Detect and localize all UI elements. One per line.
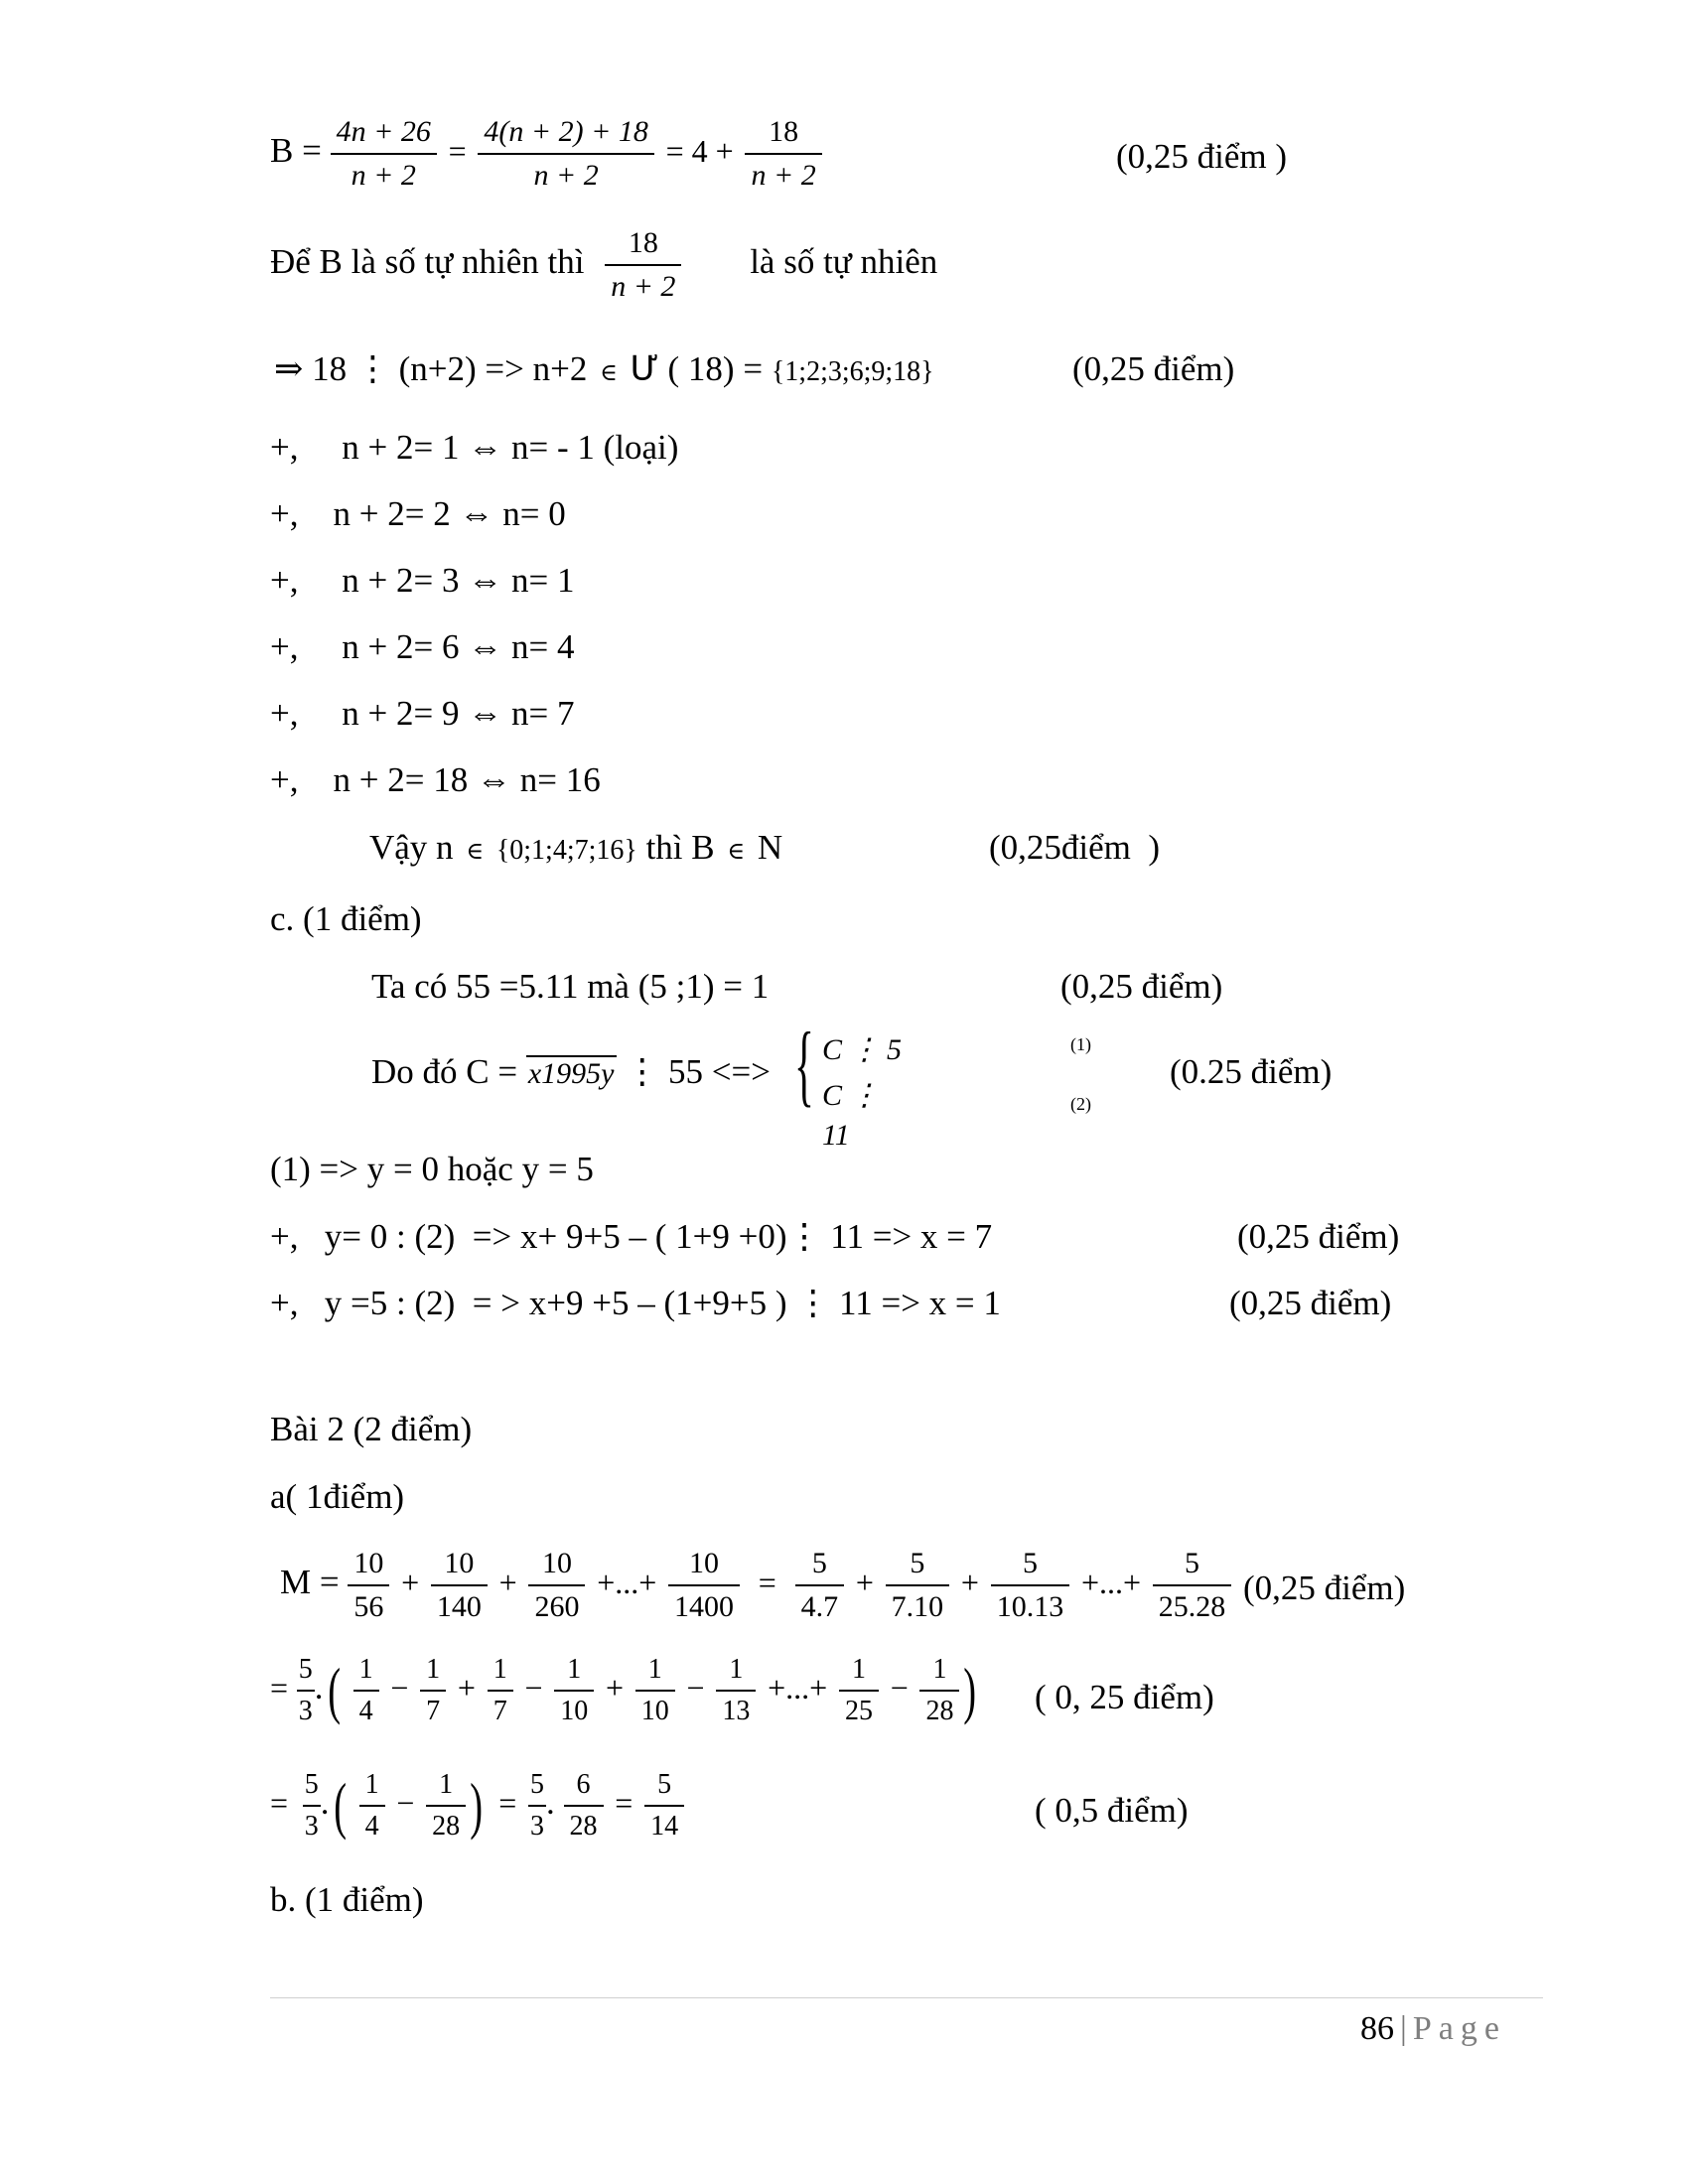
condition-text: Để B là số tự nhiên thì: [270, 242, 585, 282]
points-conclusion: (0,25điểm ): [989, 828, 1161, 867]
equals-sign: =: [758, 1565, 776, 1601]
numerator: 18: [745, 117, 821, 155]
denominator: 14: [650, 1811, 679, 1842]
minus-sign: −: [524, 1670, 543, 1706]
minus-sign: −: [890, 1670, 909, 1706]
section-heading-c: c. (1 điểm): [270, 899, 422, 938]
b-label: B =: [270, 131, 322, 171]
denominator: n + 2: [351, 159, 416, 192]
right-paren: ): [470, 1770, 484, 1841]
numerator: 1: [554, 1656, 594, 1692]
fraction: [359, 1771, 385, 1841]
denominator: 7.10: [891, 1590, 944, 1623]
dot: .: [320, 1783, 330, 1823]
numerator: 5: [1153, 1549, 1232, 1586]
denominator: 4.7: [800, 1590, 839, 1623]
numerator: 1: [426, 1771, 466, 1807]
plus-sign: +: [401, 1565, 420, 1601]
plus-sign: +: [498, 1565, 517, 1601]
fraction: [528, 1771, 546, 1841]
numerator: 1: [716, 1656, 756, 1692]
system-row-1: C ⋮ 5: [822, 1033, 903, 1066]
fraction: [303, 1771, 321, 1841]
page-word: Page: [1412, 2010, 1506, 2047]
numerator: 6: [564, 1771, 604, 1807]
natural-condition: [270, 228, 937, 302]
fraction: [353, 1656, 379, 1725]
fraction: [426, 1771, 466, 1841]
denominator: n + 2: [751, 159, 816, 192]
equals-sign: =: [498, 1785, 517, 1822]
case-line: +, n + 2= 2 ⇔ n= 0: [270, 494, 566, 533]
numerator: 1: [353, 1656, 379, 1692]
denominator: 10: [560, 1696, 589, 1726]
denominator: 28: [569, 1811, 598, 1842]
points-y5: (0,25 điểm): [1229, 1284, 1392, 1322]
ellipsis-plus: +...+: [597, 1565, 657, 1601]
denominator: 25: [844, 1696, 873, 1726]
fraction: [554, 1656, 594, 1725]
page-footer: [1360, 2007, 1506, 2051]
system-row-2: C ⋮ 11: [822, 1079, 880, 1152]
case-line: +, n + 2= 18 ⇔ n= 16: [270, 760, 601, 799]
points-divisibility: (0,25 điểm): [1072, 349, 1235, 388]
dot: .: [314, 1668, 324, 1707]
ellipsis-plus: +...+: [1080, 1565, 1142, 1601]
m-expression: [280, 1549, 1231, 1622]
divisor-set: {1;2;3;6;9;18}: [771, 356, 934, 387]
telescoping-row-1: [270, 1656, 981, 1725]
b-expression: [270, 117, 822, 191]
case-line: +, n + 2= 3 ⇔ n= 1: [270, 561, 575, 600]
fraction: [886, 1549, 950, 1622]
fraction: [431, 1549, 488, 1622]
equals-sign: =: [270, 1785, 289, 1822]
natural-numbers: N: [757, 828, 783, 867]
label-1: (1): [1070, 1034, 1091, 1054]
numerator: 18: [605, 228, 681, 266]
dodo-text-2: ⋮ 55 <=>: [625, 1052, 771, 1091]
plus-sign: +: [606, 1670, 625, 1706]
conclusion-text-2: thì B: [645, 828, 715, 867]
fraction: [528, 1549, 585, 1622]
numerator: 1: [635, 1656, 675, 1692]
denominator: 3: [298, 1696, 313, 1726]
fraction: [991, 1549, 1070, 1622]
equals-sign: =: [270, 1670, 289, 1706]
conclusion-line: [369, 828, 782, 872]
case-line: +, n + 2= 1 ⇔ n= - 1 (loại): [270, 428, 679, 467]
numerator: 1: [420, 1656, 446, 1692]
denominator: n + 2: [533, 159, 599, 192]
minus-sign: −: [396, 1785, 415, 1822]
section-heading-b: b. (1 điểm): [270, 1880, 424, 1919]
points-row-1: ( 0, 25 điểm): [1035, 1678, 1214, 1716]
numerator: 5: [886, 1549, 950, 1586]
numerator: 1: [839, 1656, 879, 1692]
case-line: +, n + 2= 9 ⇔ n= 7: [270, 694, 575, 733]
condition-text-end: là số tự nhiên: [750, 242, 938, 282]
numerator: 10: [348, 1549, 389, 1586]
equals-sign: =: [615, 1785, 633, 1822]
denominator: 13: [722, 1696, 751, 1726]
denominator: 7: [492, 1696, 507, 1726]
denominator: 4: [364, 1811, 379, 1842]
numerator: 5: [297, 1656, 315, 1692]
fraction: [716, 1656, 756, 1725]
numerator: 10: [528, 1549, 585, 1586]
fraction: [348, 1549, 389, 1622]
fraction: [297, 1656, 315, 1725]
numerator: 5: [991, 1549, 1070, 1586]
numerator: 4(n + 2) + 18: [478, 117, 653, 155]
dodo-line: [371, 1052, 771, 1094]
left-paren: (: [327, 1655, 341, 1725]
denominator: 28: [432, 1811, 461, 1842]
fraction: [331, 117, 437, 191]
y-values-line: (1) => y = 0 hoặc y = 5: [270, 1150, 594, 1188]
fraction: [644, 1771, 684, 1841]
fraction: [478, 117, 653, 191]
points-y0: (0,25 điểm): [1237, 1217, 1400, 1256]
plus-sign: +: [457, 1670, 476, 1706]
denominator: 7: [426, 1696, 441, 1726]
telescoping-row-2: [270, 1771, 684, 1841]
denominator: 3: [304, 1811, 319, 1842]
denominator: 28: [925, 1696, 954, 1726]
fraction: [745, 117, 821, 191]
conclusion-text: Vậy n: [369, 828, 454, 867]
numerator: 1: [488, 1656, 513, 1692]
minus-sign: −: [686, 1670, 705, 1706]
left-paren: (: [333, 1770, 347, 1841]
points-dodo: (0.25 điểm): [1170, 1052, 1333, 1091]
denominator: 10.13: [996, 1590, 1064, 1623]
denominator: 56: [353, 1590, 384, 1623]
fraction: [839, 1656, 879, 1725]
solution-set: {0;1;4;7;16}: [495, 835, 637, 866]
m-label: M =: [280, 1563, 340, 1602]
denominator: n + 2: [611, 270, 676, 303]
fraction: [919, 1656, 959, 1725]
ellipsis-plus: +...+: [768, 1670, 828, 1706]
numerator: 5: [303, 1771, 321, 1807]
fraction: [635, 1656, 675, 1725]
overlined-number: x1995y: [527, 1057, 615, 1090]
divisibility-text-2: ( 18) =: [667, 349, 764, 388]
label-2: (2): [1070, 1094, 1091, 1114]
minus-sign: −: [390, 1670, 409, 1706]
fraction: [1153, 1549, 1232, 1622]
page-number: 86: [1360, 2010, 1394, 2047]
footer-divider: [270, 1997, 1543, 1998]
y0-line: +, y= 0 : (2) => x+ 9+5 – ( 1+9 +0)⋮ 11 => x = 7: [270, 1217, 993, 1256]
page-separator: |: [1400, 2010, 1407, 2047]
element-of-symbol: ∈: [466, 839, 485, 865]
equals-sign: =: [448, 133, 467, 170]
fraction: [420, 1656, 446, 1725]
plus-sign: +: [960, 1565, 979, 1601]
points-m: (0,25 điểm): [1243, 1569, 1406, 1607]
numerator: 10: [668, 1549, 740, 1586]
numerator: 5: [528, 1771, 546, 1807]
equals-four: = 4 +: [665, 133, 734, 170]
numerator: 10: [431, 1549, 488, 1586]
denominator: 3: [530, 1811, 545, 1842]
right-paren: ): [963, 1655, 977, 1725]
numerator: 5: [644, 1771, 684, 1807]
dodo-text: Do đó C =: [371, 1052, 518, 1091]
fraction: [605, 228, 681, 302]
y5-line: +, y =5 : (2) = > x+9 +5 – (1+9+5 ) ⋮ 11 => x = 1: [270, 1284, 1001, 1322]
numerator: 4n + 26: [331, 117, 437, 155]
fraction: [488, 1656, 513, 1725]
fraction: [795, 1549, 845, 1622]
section-heading-bai2: Bài 2 (2 điểm): [270, 1410, 473, 1448]
points-b: (0,25 điểm ): [1116, 137, 1288, 176]
dot: .: [546, 1783, 555, 1823]
taco-line: Ta có 55 =5.11 mà (5 ;1) = 1: [371, 967, 770, 1006]
numerator: 5: [795, 1549, 845, 1586]
element-of-symbol: ∈: [600, 360, 618, 386]
condition-system: [794, 1014, 914, 1152]
points-row-2: ( 0,5 điểm): [1035, 1791, 1189, 1830]
fraction: [668, 1549, 740, 1622]
plus-sign: +: [855, 1565, 874, 1601]
denominator: 260: [534, 1590, 580, 1623]
divisibility-line: [274, 349, 934, 393]
fraction: [564, 1771, 604, 1841]
numerator: 1: [919, 1656, 959, 1692]
denominator: 1400: [674, 1590, 735, 1623]
denominator: 4: [358, 1696, 373, 1726]
section-heading-a: a( 1điểm): [270, 1477, 405, 1516]
denominator: 10: [640, 1696, 669, 1726]
element-of-symbol: ∈: [727, 839, 746, 865]
denominator: 140: [436, 1590, 482, 1623]
case-line: +, n + 2= 6 ⇔ n= 4: [270, 627, 575, 666]
points-taco: (0,25 điểm): [1060, 967, 1223, 1006]
brace-icon: {: [794, 1014, 814, 1115]
divisibility-text: ⇒ 18 ⋮ (n+2) => n+2: [274, 349, 588, 388]
numerator: 1: [359, 1771, 385, 1807]
divisor-symbol: Ư: [630, 349, 659, 389]
denominator: 25.28: [1158, 1590, 1226, 1623]
